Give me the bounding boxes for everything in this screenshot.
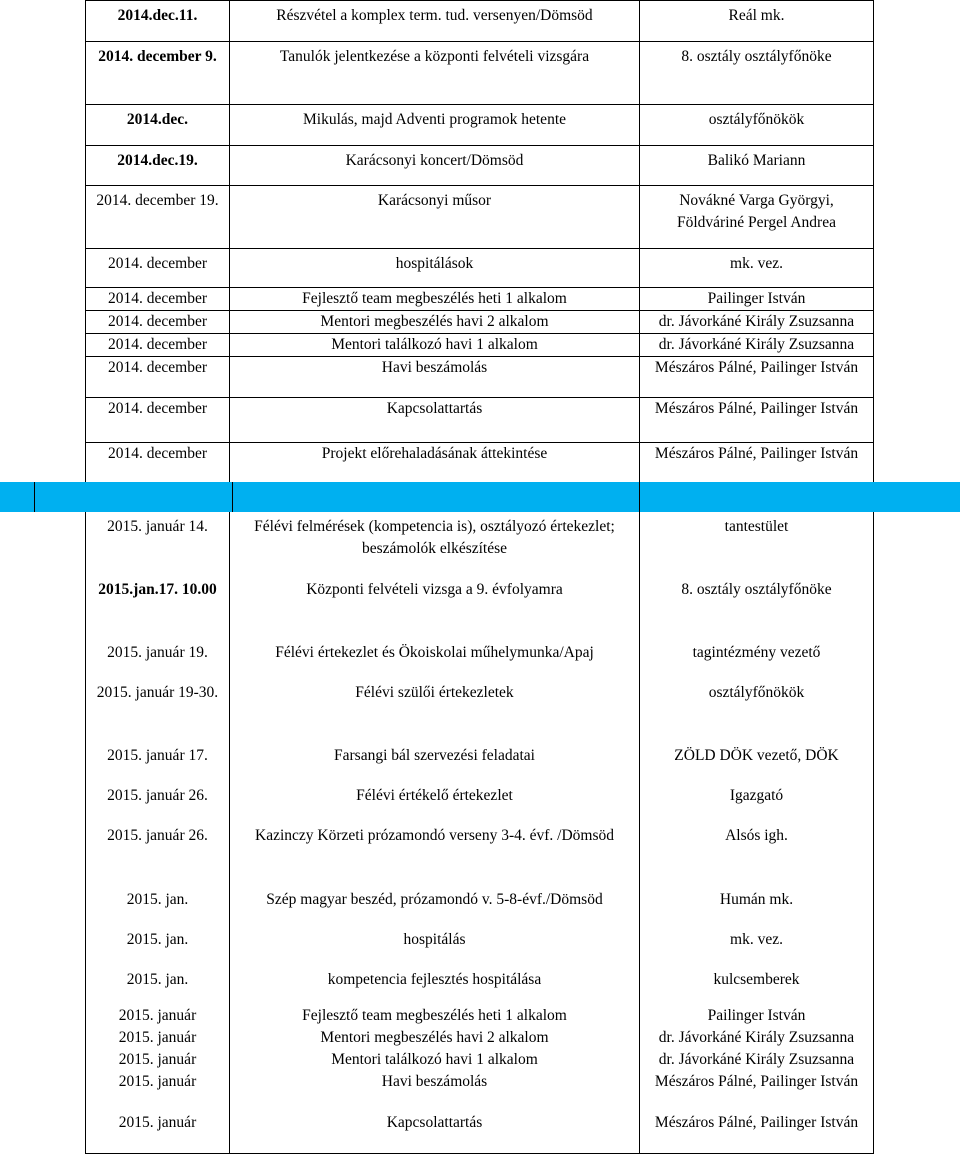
schedule-responsible: Pailinger István [640,288,874,311]
separator-divider [639,482,640,512]
schedule-event: Projekt előrehaladásának áttekintése [230,443,640,487]
schedule-event: Kazinczy Körzeti prózamondó verseny 3-4. évf. /Dömsöd [230,821,640,885]
schedule-responsible: kulcsemberek [640,965,874,1005]
schedule-date: 2014. december 9. [86,42,230,105]
schedule-date: 2015. jan. [86,965,230,1005]
schedule-responsible: Mészáros Pálné, Pailinger István [640,1071,874,1112]
schedule-date: 2015.jan.17. 10.00 [86,575,230,638]
schedule-date: 2015. január [86,1027,230,1049]
schedule-event: hospitálás [230,925,640,965]
schedule-responsible: Mészáros Pálné, Pailinger István [640,1112,874,1153]
schedule-event: Mentori megbeszélés havi 2 alkalom [230,311,640,334]
schedule-event: Havi beszámolás [230,357,640,398]
schedule-responsible: Alsós igh. [640,821,874,885]
schedule-event: Karácsonyi koncert/Dömsöd [230,146,640,186]
schedule-event: Mentori megbeszélés havi 2 alkalom [230,1027,640,1049]
schedule-date: 2015. január [86,1049,230,1071]
schedule-responsible: dr. Jávorkáné Király Zsuzsanna [640,311,874,334]
schedule-responsible: Igazgató [640,781,874,821]
schedule-responsible: dr. Jávorkáné Király Zsuzsanna [640,334,874,357]
schedule-date: 2015. jan. [86,885,230,925]
schedule-event: Havi beszámolás [230,1071,640,1112]
schedule-event: Kapcsolattartás [230,1112,640,1153]
schedule-responsible: tagintézmény vezető [640,638,874,678]
separator-divider [34,482,35,512]
schedule-responsible: Balikó Mariann [640,146,874,186]
schedule-date: 2015. január 26. [86,781,230,821]
schedule-date: 2014.dec.19. [86,146,230,186]
schedule-responsible: Pailinger István [640,1005,874,1027]
month-separator-bar [0,482,960,512]
schedule-event: Farsangi bál szervezési feladatai [230,741,640,781]
schedule-event: hospitálások [230,249,640,288]
schedule-event: kompetencia fejlesztés hospitálása [230,965,640,1005]
schedule-event: Kapcsolattartás [230,398,640,443]
schedule-event: Tanulók jelentkezése a központi felvételi vizsgára [230,42,640,105]
schedule-event: Központi felvételi vizsga a 9. évfolyamra [230,575,640,638]
schedule-responsible: Reál mk. [640,1,874,42]
schedule-date: 2015. január 19-30. [86,678,230,741]
schedule-responsible: mk. vez. [640,249,874,288]
schedule-date: 2015. január [86,1112,230,1153]
separator-divider [232,482,233,512]
schedule-responsible: 8. osztály osztályfőnöke [640,575,874,638]
schedule-event: Karácsonyi műsor [230,186,640,249]
schedule-responsible: dr. Jávorkáné Király Zsuzsanna [640,1027,874,1049]
schedule-event: Félévi értekezlet és Ökoiskolai műhelymunka/Apaj [230,638,640,678]
schedule-event: Szép magyar beszéd, prózamondó v. 5-8-évf./Dömsöd [230,885,640,925]
schedule-responsible: osztályfőnökök [640,678,874,741]
schedule-date: 2014. december [86,288,230,311]
schedule-responsible: Mészáros Pálné, Pailinger István [640,398,874,443]
schedule-date: 2014. december [86,334,230,357]
schedule-responsible: osztályfőnökök [640,105,874,146]
schedule-date: 2015. január 26. [86,821,230,885]
schedule-event: Mikulás, majd Adventi programok hetente [230,105,640,146]
schedule-event: Félévi szülői értekezletek [230,678,640,741]
schedule-date: 2015. jan. [86,925,230,965]
schedule-date: 2015. január [86,1071,230,1112]
schedule-date: 2014. december [86,357,230,398]
schedule-event: Részvétel a komplex term. tud. versenyen/Dömsöd [230,1,640,42]
schedule-date: 2014. december [86,249,230,288]
schedule-responsible: Mészáros Pálné, Pailinger István [640,357,874,398]
schedule-responsible: Mészáros Pálné, Pailinger István [640,443,874,487]
january-schedule-table [85,512,874,1154]
schedule-responsible: dr. Jávorkáné Király Zsuzsanna [640,1049,874,1071]
schedule-event: Félévi értékelő értekezlet [230,781,640,821]
schedule-responsible: mk. vez. [640,925,874,965]
schedule-date: 2014. december [86,311,230,334]
schedule-event: Fejlesztő team megbeszélés heti 1 alkalom [230,288,640,311]
schedule-date: 2015. január 17. [86,741,230,781]
schedule-date: 2014. december 19. [86,186,230,249]
schedule-event: Félévi felmérések (kompetencia is), osztályozó értekezlet; beszámolók elkészítése [230,512,640,575]
schedule-event: Mentori találkozó havi 1 alkalom [230,1049,640,1071]
schedule-responsible: tantestület [640,512,874,575]
schedule-responsible: ZÖLD DÖK vezető, DÖK [640,741,874,781]
december-schedule-table [85,0,874,487]
schedule-responsible: Humán mk. [640,885,874,925]
schedule-event: Mentori találkozó havi 1 alkalom [230,334,640,357]
schedule-responsible: Novákné Varga Györgyi, Földváriné Pergel Andrea [640,186,874,249]
schedule-date: 2015. január [86,1005,230,1027]
schedule-responsible: 8. osztály osztályfőnöke [640,42,874,105]
schedule-date: 2014. december [86,443,230,487]
schedule-date: 2014.dec.11. [86,1,230,42]
schedule-event: Fejlesztő team megbeszélés heti 1 alkalom [230,1005,640,1027]
schedule-date: 2015. január 14. [86,512,230,575]
schedule-date: 2014. december [86,398,230,443]
schedule-date: 2015. január 19. [86,638,230,678]
schedule-date: 2014.dec. [86,105,230,146]
